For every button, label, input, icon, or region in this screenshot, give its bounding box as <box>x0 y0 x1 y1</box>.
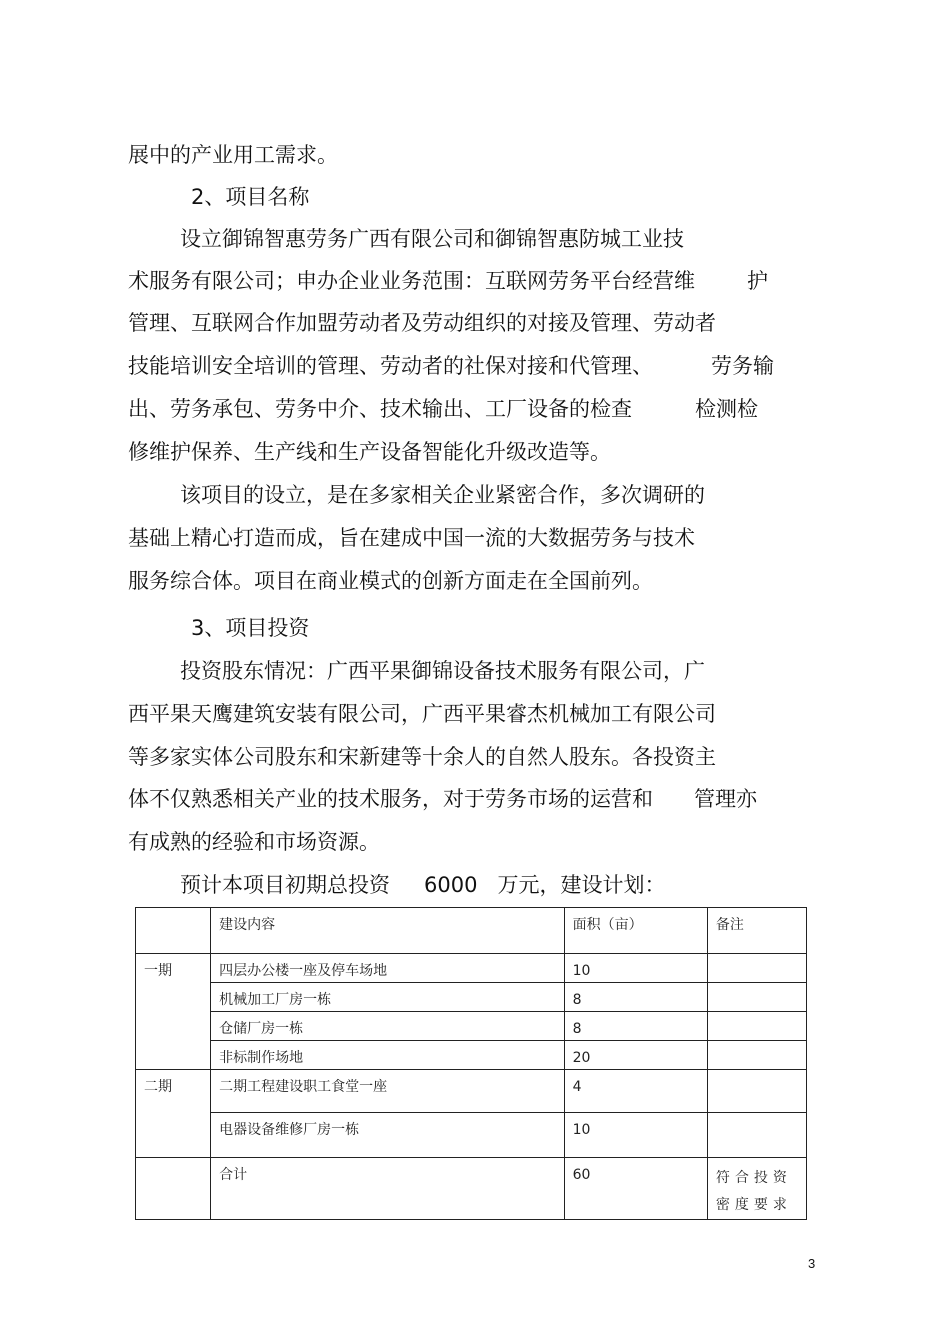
table-cell-phase <box>136 1158 211 1220</box>
table-row <box>136 983 807 1012</box>
table-cell-remark <box>707 1113 806 1158</box>
paragraph-line: 设立御锦智惠劳务广西有限公司和御锦智惠防城工业技 <box>180 227 684 251</box>
table-cell-area: 20 <box>564 1041 707 1070</box>
table-row <box>136 1113 807 1158</box>
investment-amount: 6000 <box>424 873 478 897</box>
paragraph-line: 西平果天鹰建筑安装有限公司，广西平果睿杰机械加工有限公司 <box>128 702 716 726</box>
phase-cell-phase2: 二期 <box>136 1070 211 1158</box>
table-cell-remark <box>707 983 806 1012</box>
table-cell-remark <box>707 1012 806 1041</box>
text-segment: 管理亦 <box>694 787 757 811</box>
table-header-phase <box>136 908 211 954</box>
table-row <box>136 1041 807 1070</box>
table-row <box>136 1012 807 1041</box>
text-segment: 出、劳务承包、劳务中介、技术输出、工厂设备的检查 <box>128 397 632 421</box>
table-cell-remark <box>707 1070 806 1113</box>
table-total-row <box>136 1158 807 1220</box>
table-cell-total-area: 60 <box>564 1158 707 1220</box>
table-cell-total-remark: 符合投资密度要求 <box>707 1158 806 1220</box>
paragraph-line <box>128 786 757 812</box>
table-cell-area: 8 <box>564 983 707 1012</box>
text-segment: 预计本项目初期总投资 <box>180 873 390 897</box>
table-cell-content: 非标制作场地 <box>211 1041 565 1070</box>
paragraph-line: 服务综合体。项目在商业模式的创新方面走在全国前列。 <box>128 569 653 593</box>
paragraph-line: 展中的产业用工需求。 <box>128 143 338 167</box>
table-header-area: 面积（亩） <box>564 908 707 954</box>
table-cell-content: 仓储厂房一栋 <box>211 1012 565 1041</box>
paragraph-line: 等多家实体公司股东和宋新建等十余人的自然人股东。各投资主 <box>128 745 716 769</box>
text-segment: 万元，建设计划： <box>497 873 666 897</box>
text-segment: 术服务有限公司；申办企业业务范围：互联网劳务平台经营维 <box>128 269 695 293</box>
table-cell-content: 机械加工厂房一栋 <box>211 983 565 1012</box>
table-cell-area: 8 <box>564 1012 707 1041</box>
section-heading-project-investment: 3、项目投资 <box>191 616 310 640</box>
paragraph-line-investment <box>180 872 665 898</box>
paragraph-line: 管理、互联网合作加盟劳动者及劳动组织的对接及管理、劳动者 <box>128 311 716 335</box>
paragraph-line: 投资股东情况：广西平果御锦设备技术服务有限公司，广 <box>180 659 705 683</box>
table-cell-area: 10 <box>564 954 707 983</box>
table-cell-area: 10 <box>564 1113 707 1158</box>
table-row <box>136 954 807 983</box>
page-number: 3 <box>808 1256 816 1271</box>
paragraph-line <box>128 268 768 294</box>
section-heading-project-name: 2、项目名称 <box>191 185 310 209</box>
text-segment: 护 <box>747 269 768 293</box>
paragraph-line: 有成熟的经验和市场资源。 <box>128 830 380 854</box>
paragraph-line: 修维护保养、生产线和生产设备智能化升级改造等。 <box>128 440 611 464</box>
construction-plan-table <box>135 907 807 1220</box>
paragraph-line: 基础上精心打造而成，旨在建成中国一流的大数据劳务与技术 <box>128 526 695 550</box>
table-cell-content: 电器设备维修厂房一栋 <box>211 1113 565 1158</box>
text-segment: 体不仅熟悉相关产业的技术服务，对于劳务市场的运营和 <box>128 787 653 811</box>
table-cell-total-label: 合计 <box>211 1158 565 1220</box>
table-header-remark: 备注 <box>707 908 806 954</box>
text-segment: 劳务输 <box>711 354 774 378</box>
table-header-content: 建设内容 <box>211 908 565 954</box>
phase-cell-phase1: 一期 <box>136 954 211 1070</box>
paragraph-line: 该项目的设立，是在多家相关企业紧密合作，多次调研的 <box>180 483 705 507</box>
paragraph-line <box>128 353 774 379</box>
paragraph-line <box>128 396 758 422</box>
table-header-row <box>136 908 807 954</box>
table-cell-area: 4 <box>564 1070 707 1113</box>
table-row <box>136 1070 807 1113</box>
table-cell-remark <box>707 954 806 983</box>
table-cell-content: 四层办公楼一座及停车场地 <box>211 954 565 983</box>
text-segment: 技能培训安全培训的管理、劳动者的社保对接和代管理、 <box>128 354 653 378</box>
table-cell-remark <box>707 1041 806 1070</box>
text-segment: 检测检 <box>695 397 758 421</box>
table-cell-content: 二期工程建设职工食堂一座 <box>211 1070 565 1113</box>
